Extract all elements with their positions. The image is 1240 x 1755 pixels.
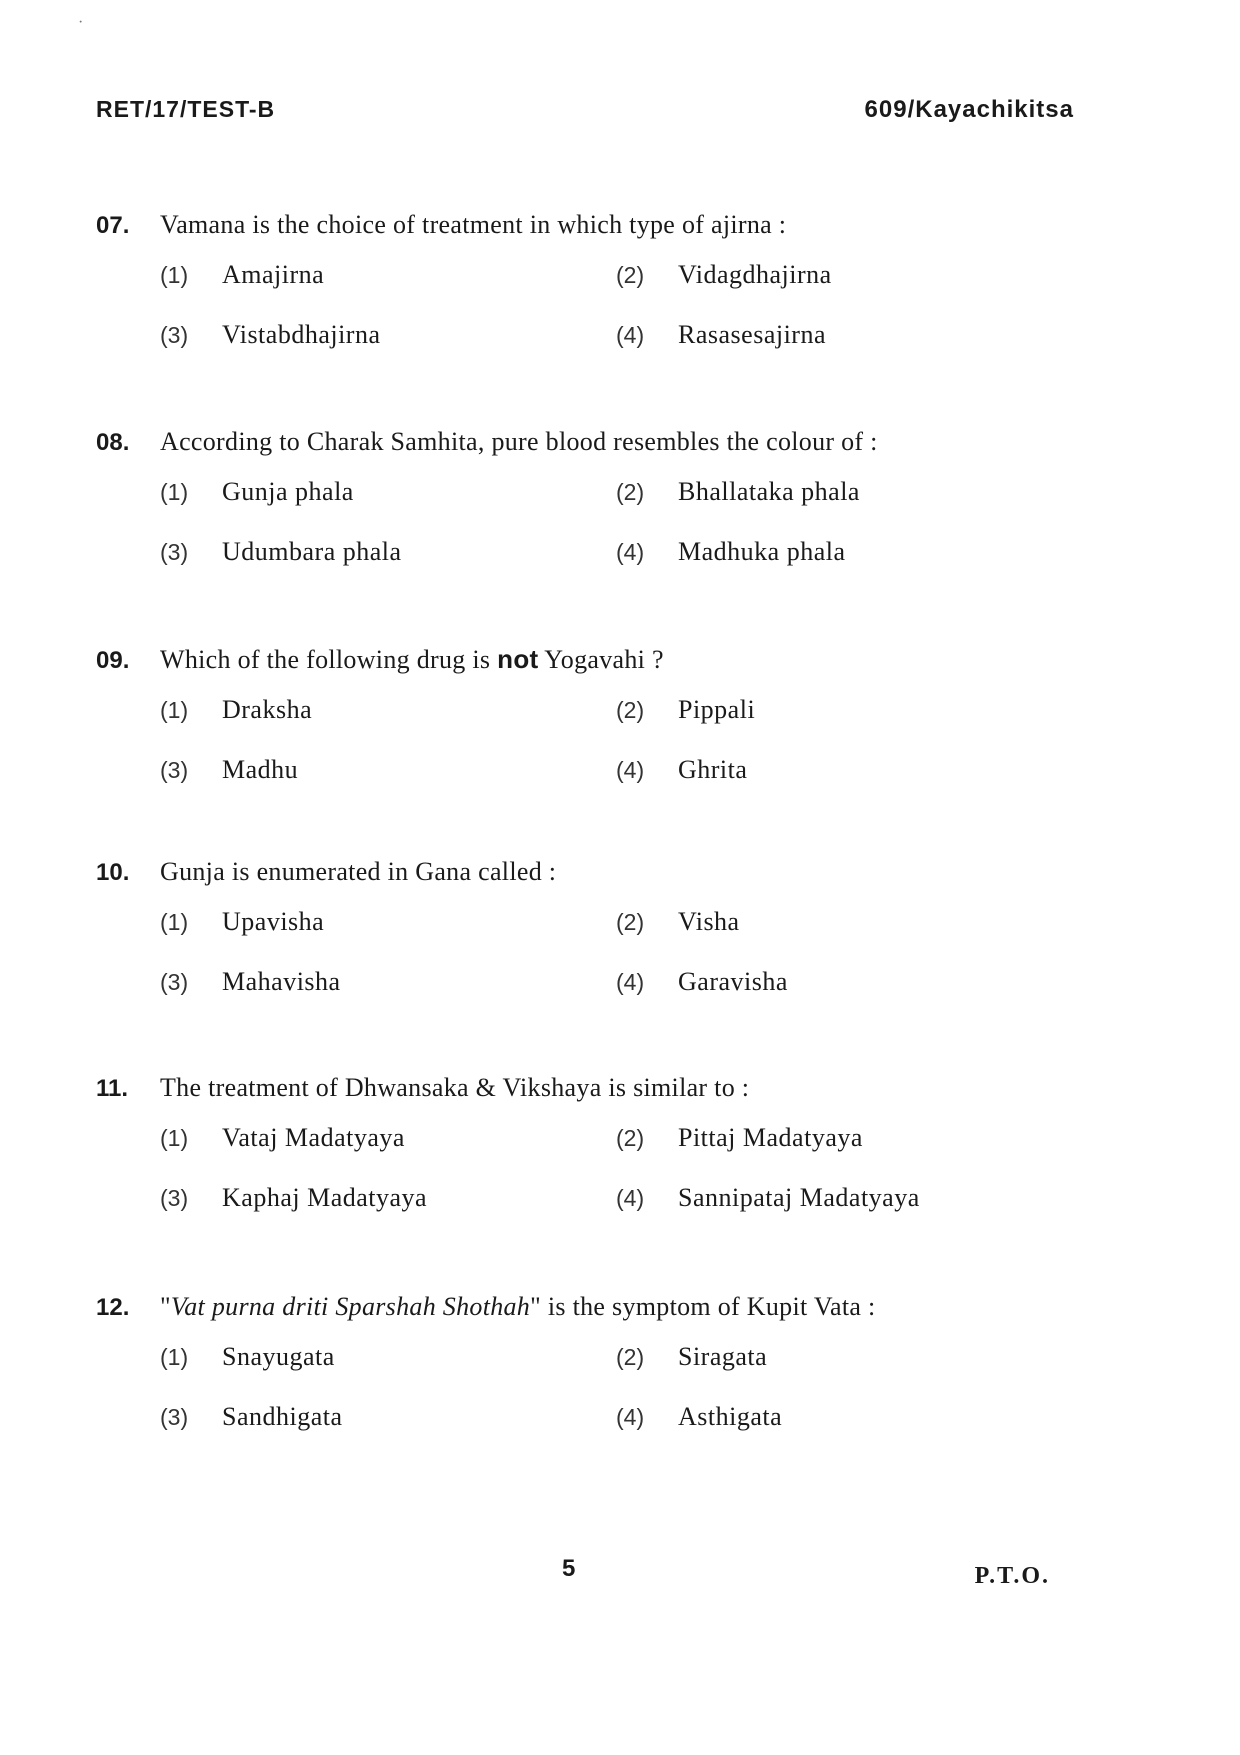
options-list: [96, 1342, 1096, 1462]
option-text: Amajirna: [222, 260, 325, 289]
option-text: Upavisha: [222, 907, 325, 936]
option-3: [160, 320, 381, 350]
please-turn-over: P.T.O.: [974, 1563, 1050, 1589]
question-text: According to Charak Samhita, pure blood resembles the colour of :: [160, 427, 878, 456]
question-text: [160, 1292, 1096, 1322]
option-number: (3): [160, 757, 189, 783]
option-number: (2): [616, 1125, 645, 1151]
option-text: Garavisha: [678, 967, 788, 996]
option-2: [616, 1123, 863, 1153]
option-3: [160, 537, 402, 567]
option-text: Sandhigata: [222, 1402, 343, 1431]
option-number: (3): [160, 539, 189, 565]
question-text-part: Which of the following drug is: [160, 645, 498, 674]
option-number: (4): [616, 539, 645, 565]
option-number: (3): [160, 1404, 189, 1430]
option-text: Visha: [678, 907, 740, 936]
option-4: [616, 537, 846, 567]
question-text: Gunja is enumerated in Gana called :: [160, 857, 557, 886]
option-text: Snayugata: [222, 1342, 335, 1371]
option-2: [616, 907, 740, 937]
option-3: [160, 967, 341, 997]
option-text: Kaphaj Madatyaya: [222, 1183, 428, 1212]
option-number: (4): [616, 322, 645, 348]
option-number: (4): [616, 969, 645, 995]
option-number: (2): [616, 909, 645, 935]
option-text: Mahavisha: [222, 967, 341, 996]
option-2: [616, 1342, 767, 1372]
option-number: (3): [160, 322, 189, 348]
options-list: [96, 907, 1096, 1027]
option-text: Pippali: [678, 695, 756, 724]
option-text: Vistabdhajirna: [222, 320, 381, 349]
option-text: Gunja phala: [222, 477, 354, 506]
option-text: Asthigata: [678, 1402, 783, 1431]
stray-dot: ·: [78, 14, 84, 31]
options-list: [96, 260, 1096, 380]
option-3: [160, 1402, 343, 1432]
question-number: 07.: [96, 212, 130, 239]
option-text: Draksha: [222, 695, 313, 724]
question-number: 08.: [96, 429, 130, 456]
option-1: [160, 907, 324, 937]
option-number: (2): [616, 262, 645, 288]
close-quote: ": [530, 1292, 542, 1321]
question-09: [96, 644, 1096, 815]
option-number: (4): [616, 1404, 645, 1430]
question-number: 09.: [96, 647, 130, 674]
question-number: 12.: [96, 1294, 130, 1321]
option-number: (2): [616, 1344, 645, 1370]
option-number: (4): [616, 1185, 645, 1211]
option-4: [616, 967, 788, 997]
options-list: [96, 1123, 1096, 1243]
option-number: (1): [160, 1344, 189, 1370]
question-text-emphasis: not: [497, 644, 539, 674]
option-2: [616, 260, 832, 290]
option-1: [160, 1342, 335, 1372]
page-number: 5: [562, 1555, 576, 1582]
option-text: Madhuka phala: [678, 537, 846, 566]
option-4: [616, 1402, 782, 1432]
open-quote: ": [160, 1292, 171, 1321]
option-2: [616, 695, 755, 725]
option-1: [160, 1123, 405, 1153]
option-number: (1): [160, 1125, 189, 1151]
option-1: [160, 260, 324, 290]
option-number: (1): [160, 697, 189, 723]
question-text-part: is the symptom of Kupit Vata :: [541, 1292, 876, 1321]
option-number: (1): [160, 262, 189, 288]
question-text: Vamana is the choice of treatment in which type of ajirna :: [160, 210, 787, 239]
options-list: [96, 477, 1096, 597]
question-08: [96, 427, 1096, 597]
option-number: (2): [616, 479, 645, 505]
option-number: (3): [160, 969, 189, 995]
option-4: [616, 755, 747, 785]
option-number: (2): [616, 697, 645, 723]
question-number: 10.: [96, 859, 130, 886]
option-text: Sannipataj Madatyaya: [678, 1183, 920, 1212]
option-1: [160, 695, 312, 725]
question-text: The treatment of Dhwansaka & Vikshaya is similar to :: [160, 1073, 750, 1102]
subject-title: 609/Kayachikitsa: [864, 96, 1074, 123]
question-11: [96, 1073, 1096, 1243]
question-10: [96, 857, 1096, 1027]
option-number: (4): [616, 757, 645, 783]
question-text-quoted: Vat purna driti Sparshah Shothah: [170, 1292, 531, 1321]
option-text: Vataj Madatyaya: [222, 1123, 405, 1152]
options-list: [96, 695, 1096, 815]
option-text: Madhu: [222, 755, 299, 784]
option-text: Udumbara phala: [222, 537, 402, 566]
question-text: [160, 644, 1096, 675]
option-text: Vidagdhajirna: [678, 260, 832, 289]
option-number: (3): [160, 1185, 189, 1211]
option-number: (1): [160, 909, 189, 935]
option-number: (1): [160, 479, 189, 505]
option-text: Bhallataka phala: [678, 477, 860, 506]
option-text: Siragata: [678, 1342, 768, 1371]
question-number: 11.: [96, 1075, 129, 1102]
question-12: [96, 1292, 1096, 1462]
option-4: [616, 320, 826, 350]
option-3: [160, 1183, 427, 1213]
option-3: [160, 755, 298, 785]
option-text: Pittaj Madatyaya: [678, 1123, 863, 1152]
option-1: [160, 477, 354, 507]
option-text: Ghrita: [678, 755, 748, 784]
question-07: [96, 210, 1096, 380]
option-2: [616, 477, 860, 507]
option-4: [616, 1183, 920, 1213]
option-text: Rasasesajirna: [678, 320, 827, 349]
exam-code: RET/17/TEST-B: [96, 96, 276, 122]
question-text-part: Yogavahi ?: [538, 645, 664, 674]
